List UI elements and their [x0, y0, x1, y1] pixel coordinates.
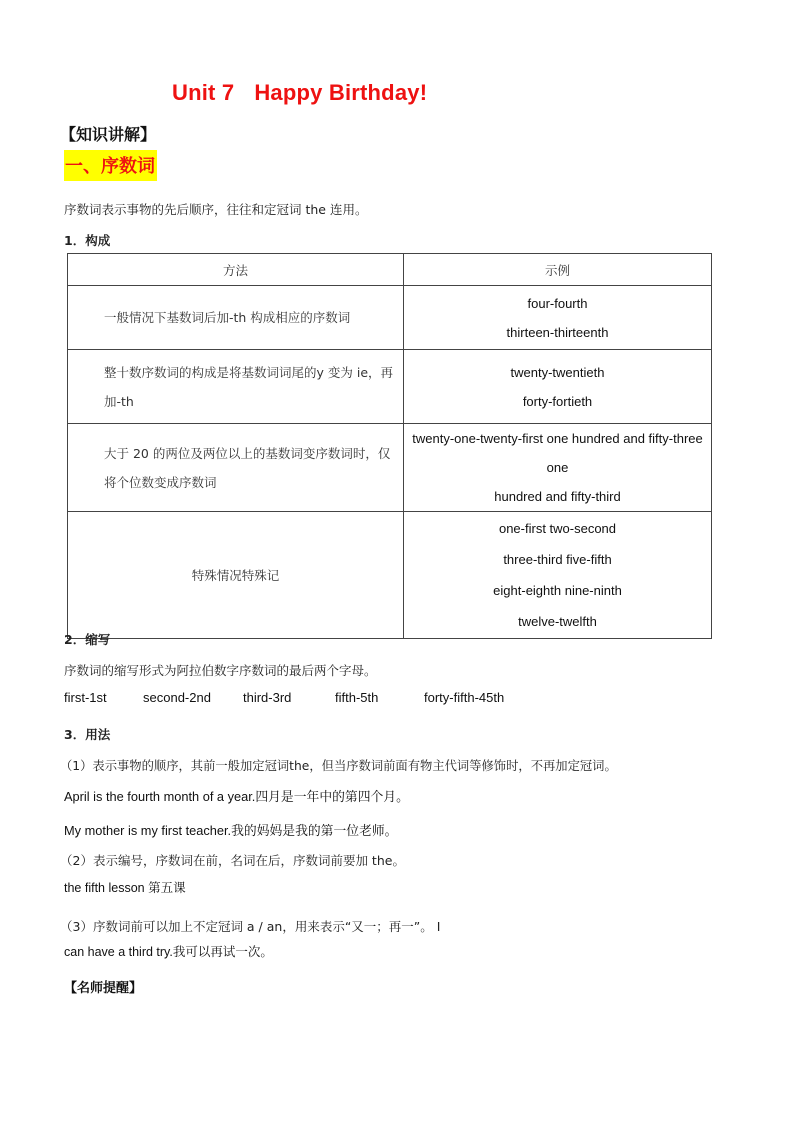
example-sentence-1: April is the fourth month of a year.四月是一年中的第四个月。 — [64, 789, 409, 804]
example-line: one-first two-second — [498, 521, 617, 536]
list-item: third-3rd — [243, 690, 292, 705]
usage-rule-1: （1）表示事物的顺序，其前一般加定冠词the，但当序数词前面有物主代词等修饰时，不再加定冠词。 — [60, 759, 617, 773]
example-line: four-fourth — [527, 295, 588, 311]
example-line: twenty-one-twenty-first one hundred and fifty-three one — [412, 431, 703, 475]
usage-rule-3: （3）序数词前可以加上不定冠词 a / an，用来表示“又一；再一”。 I — [60, 919, 441, 934]
subheading-abbreviation: 2．缩写 — [64, 632, 111, 647]
teacher-tip-heading: 【名师提醒】 — [64, 981, 143, 996]
example-line: eight-eighth nine-ninth — [493, 583, 622, 598]
example-line: three-third five-fifth — [503, 552, 612, 567]
example-line: forty-fortieth — [522, 393, 593, 409]
examples-cell — [404, 512, 712, 639]
section-heading-ordinal-numbers: 一、序数词 — [64, 150, 157, 181]
table-header-method: 方法 — [68, 254, 404, 286]
table-header-row — [68, 254, 712, 286]
table-header-examples: 示例 — [404, 254, 712, 286]
table-row — [68, 424, 712, 512]
example-sentence-3: the fifth lesson 第五课 — [64, 881, 186, 895]
subheading-formation: 1．构成 — [64, 233, 111, 248]
subheading-usage: 3．用法 — [64, 727, 111, 742]
title-name: Happy Birthday! — [254, 80, 428, 105]
formation-table — [67, 253, 712, 639]
title-unit: Unit 7 — [172, 80, 235, 105]
example-sentence-2: My mother is my first teacher.我的妈妈是我的第一位老师。 — [64, 823, 398, 838]
method-cell: 一般情况下基数词后加-th 构成相应的序数词 — [68, 286, 404, 350]
knowledge-heading: 【知识讲解】 — [60, 125, 157, 144]
example-line: twelve-twelfth — [518, 614, 597, 629]
list-item: first-1st — [64, 690, 107, 705]
list-item: fifth-5th — [335, 690, 379, 705]
page-title — [172, 80, 427, 106]
method-cell: 整十数序数词的构成是将基数词词尾的y 变为 ie，再加-th — [68, 350, 404, 424]
intro-text: 序数词表示事物的先后顺序，往往和定冠词 the 连用。 — [64, 202, 368, 217]
example-line: hundred and fifty-third — [494, 489, 621, 504]
abbreviation-list — [64, 690, 504, 705]
example-line: thirteen-thirteenth — [506, 324, 609, 340]
list-item: forty-fifth-45th — [424, 690, 505, 705]
usage-rule-2: （2）表示编号，序数词在前，名词在后，序数词前要加 the。 — [60, 853, 405, 868]
table-row — [68, 286, 712, 350]
example-sentence-4: can have a third try.我可以再试一次。 — [64, 945, 273, 959]
examples-cell — [404, 286, 712, 350]
example-line: twenty-twentieth — [510, 364, 605, 380]
examples-cell — [404, 424, 712, 512]
list-item: second-2nd — [143, 690, 211, 705]
method-cell: 大于 20 的两位及两位以上的基数词变序数词时，仅将个位数变成序数词 — [68, 424, 404, 512]
method-cell: 特殊情况特殊记 — [68, 512, 404, 639]
table-row — [68, 512, 712, 639]
abbreviation-intro: 序数词的缩写形式为阿拉伯数字序数词的最后两个字母。 — [64, 663, 377, 678]
table-row — [68, 350, 712, 424]
examples-cell — [404, 350, 712, 424]
